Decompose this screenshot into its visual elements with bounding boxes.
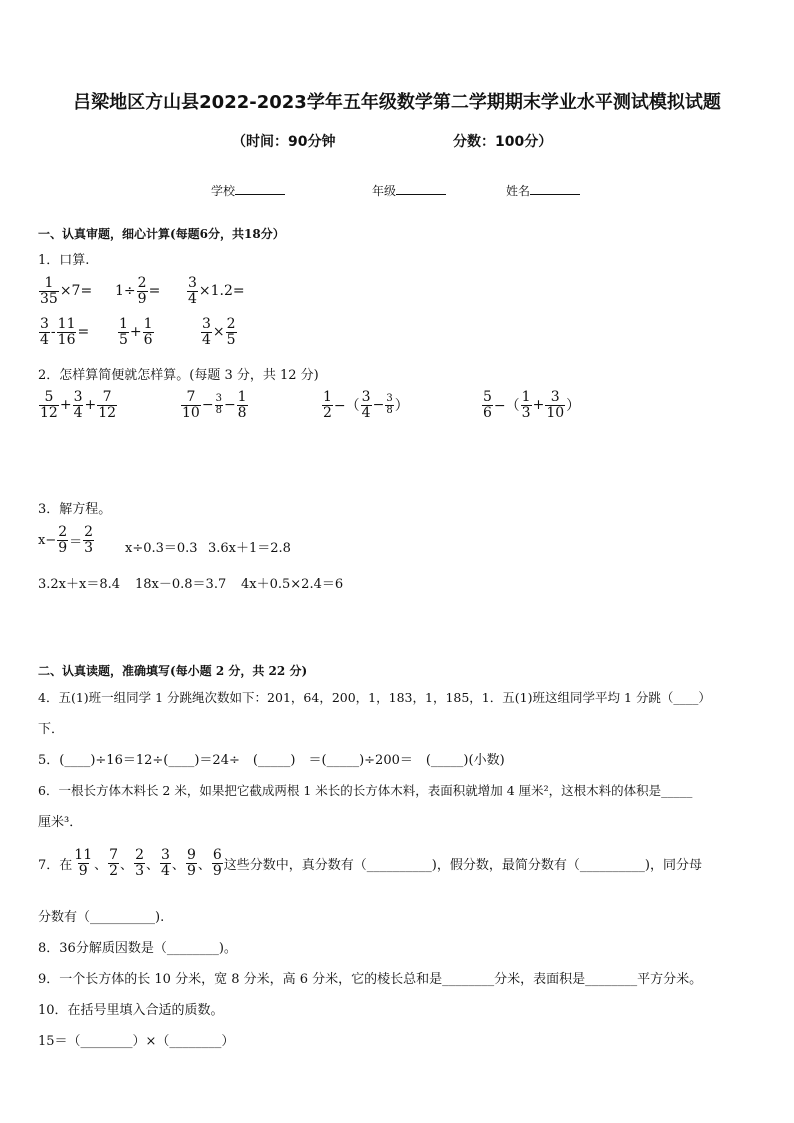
q3-label: 3．解方程。	[38, 502, 112, 517]
q4-line-2: 下．	[38, 722, 65, 737]
q2-expr-2: $\frac{7}{10}$ − $\frac{3}{8}$ − $\frac{1}{8}$	[182, 389, 247, 421]
q3-eq-1: x− $\frac{2}{9}$ ＝ $\frac{2}{3}$	[38, 524, 94, 556]
grade-field[interactable]	[372, 182, 446, 199]
q2-expr-1: $\frac{5}{12}$ + $\frac{3}{4}$ + $\frac{7}{12}$	[40, 389, 117, 421]
q7-line-2: 分数有（__________).	[38, 910, 165, 925]
q6-line-2: 厘米³．	[38, 815, 83, 830]
q3-eq-5: 18x－0.8＝3.7	[135, 577, 227, 592]
q1-item-d: $\frac{3}{4}$ - $\frac{11}{16}$ =	[40, 316, 90, 348]
grade-label: 年级	[372, 184, 397, 198]
q6-line-1: 6．一根长方体木料长 2 米，如果把它截成两根 1 米长的长方体木料，表面积就增加 4 厘米²，这根木料的体积是_____	[38, 783, 693, 798]
school-field[interactable]	[211, 182, 285, 199]
q7-line-1: 7．在 $\frac{11}{9}$ 、 $\frac{7}{2}$ 、 $\frac{2}{3}$ 、 $\frac{3}{4}$ 、 $\frac{9}{9}$ 、 $\frac{6}{9}$ 这些分数中，真分数有（__________)，假分数，最简分数有（__________)，同分母	[38, 847, 702, 879]
q8-text: 8．36分解质因数是（________)。	[38, 941, 237, 956]
q2-expr-3: $\frac{1}{2}$ −（ $\frac{3}{4}$ − $\frac{3}{8}$ ）	[323, 389, 409, 421]
section-1-heading: 一、认真审题，细心计算(每题6分，共18分）	[38, 227, 285, 241]
q1-item-e: $\frac{1}{5}$ + $\frac{1}{6}$	[119, 316, 153, 348]
q3-eq-2: x÷0.3＝0.3	[125, 541, 198, 556]
q2-label: 2．怎样算简便就怎样算。(每题 3 分，共 12 分)	[38, 368, 319, 383]
q3-eq-6: 4x＋0.5×2.4＝6	[241, 577, 344, 592]
q9-text: 9．一个长方体的长 10 分米，宽 8 分米，高 6 分米，它的棱长总和是________分米，表面积是________平方分米。	[38, 972, 703, 987]
exam-score: 分数：100分）	[453, 134, 553, 150]
name-field[interactable]	[506, 182, 580, 199]
school-blank[interactable]	[235, 194, 285, 195]
q1-item-b: 1÷ $\frac{2}{9}$ =	[115, 275, 161, 307]
exam-time: （时间：90分钟	[232, 134, 336, 150]
q3-eq-3: 3.6x＋1＝2.8	[208, 541, 291, 556]
q10-text: 10．在括号里填入合适的质数。	[38, 1003, 224, 1018]
page-title: 吕梁地区方山县2022-2023学年五年级数学第二学期期末学业水平测试模拟试题	[73, 92, 721, 113]
name-label: 姓名	[506, 184, 531, 198]
q1-item-c: $\frac{3}{4}$ ×1.2=	[188, 275, 245, 307]
q3-eq-4: 3.2x＋x＝8.4	[38, 577, 121, 592]
q1-item-a: $\frac{1}{35}$ ×7=	[40, 275, 93, 307]
q4-line-1: 4．五(1)班一组同学 1 分跳绳次数如下：201，64，200，1，183，1，185，1．五(1)班这组同学平均 1 分跳（____）	[38, 690, 711, 705]
q1-item-f: $\frac{3}{4}$ × $\frac{2}{5}$	[202, 316, 236, 348]
name-blank[interactable]	[530, 194, 580, 195]
grade-blank[interactable]	[396, 194, 446, 195]
q10-equation: 15＝（________）×（________）	[38, 1034, 235, 1049]
section-2-heading: 二、认真读题，准确填写(每小题 2 分，共 22 分)	[38, 664, 308, 678]
school-label: 学校	[211, 184, 236, 198]
q1-label: 1．口算.	[38, 253, 90, 268]
q5-text: 5．(____)÷16＝12÷(____)＝24÷ (_____) ＝(_____)÷200＝ (_____)(小数)	[38, 753, 505, 768]
q2-expr-4: $\frac{5}{6}$ −（ $\frac{1}{3}$ + $\frac{3}{10}$ ）	[483, 389, 581, 421]
